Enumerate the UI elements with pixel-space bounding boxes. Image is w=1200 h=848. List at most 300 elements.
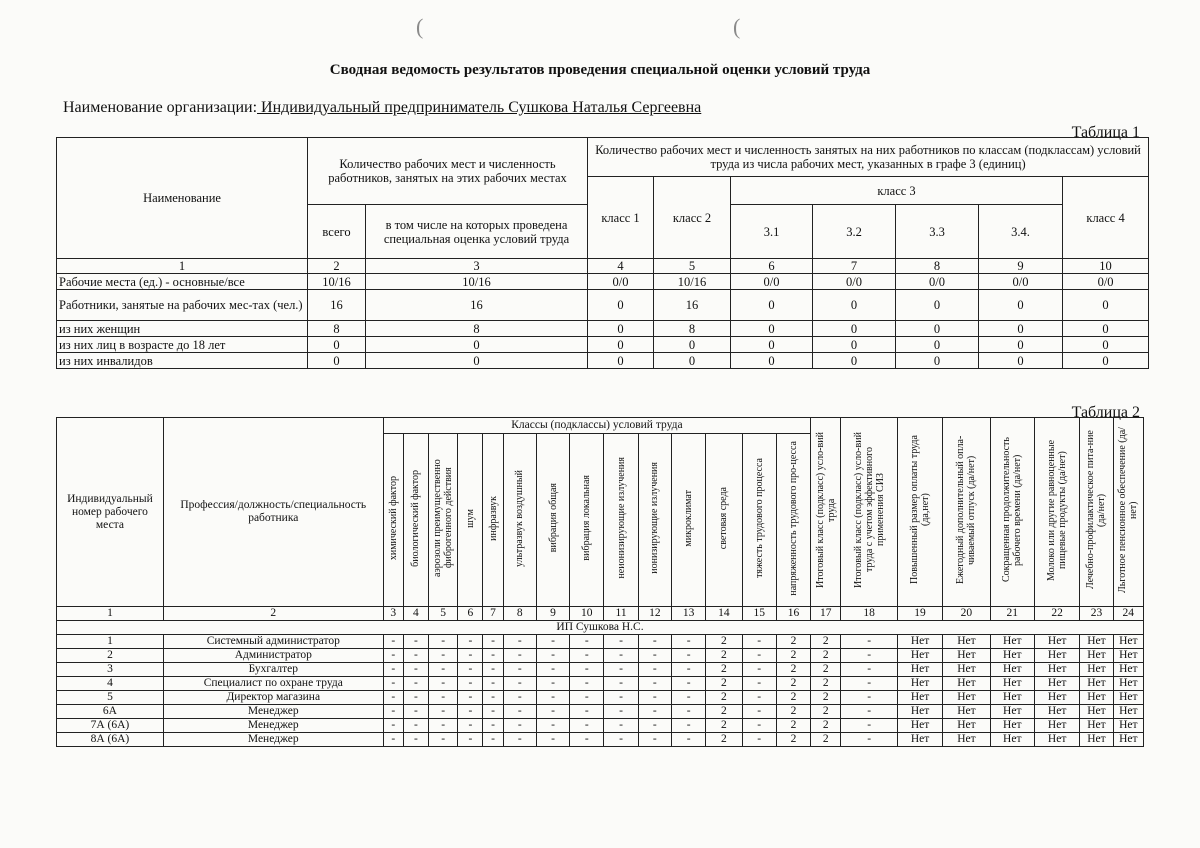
cell: - [383,705,403,719]
factor-header-text: биологический фактор [410,469,422,567]
cell: 0 [654,337,731,353]
header-class4: класс 4 [1063,177,1149,259]
cell: - [483,733,503,747]
factor-header-text: световая среда [718,486,730,550]
column-number: 6 [731,259,813,274]
group-row [57,621,1144,635]
cell: - [483,677,503,691]
column-number: 22 [1034,607,1079,621]
cell: - [570,691,604,705]
cell: 16 [654,290,731,321]
workplace-id: 3 [57,663,164,677]
cell: Нет [1113,663,1143,677]
cell: - [403,677,428,691]
extra-header-text: Льготное пенсионное обеспечение (да/нет) [1117,427,1140,593]
header-assessed: в том числе на которых проведена специальная оценка условий труда [366,205,588,259]
factor-header [458,434,483,607]
cell: Нет [897,649,942,663]
extra-header [1034,418,1079,607]
page-title: Сводная ведомость результатов проведения специальной оценки условий труда [329,62,871,78]
column-number: 11 [604,607,638,621]
cell: Нет [1034,719,1079,733]
cell: - [841,649,897,663]
cell: - [604,635,638,649]
cell: - [503,719,536,733]
cell: - [536,649,569,663]
cell: 0/0 [813,274,896,290]
cell: - [638,719,671,733]
table-row [57,649,1144,663]
header-class1: класс 1 [588,177,654,259]
cell: Нет [1080,649,1113,663]
cell: Нет [897,635,942,649]
header-profession: Профессия/должность/специальность работника [163,418,383,607]
column-number: 10 [1063,259,1149,274]
cell: 0 [813,353,896,369]
cell: - [742,719,776,733]
cell: - [671,691,705,705]
workplace-id: 8А (6А) [57,733,164,747]
cell: - [671,705,705,719]
cell: - [570,649,604,663]
cell: 0 [731,337,813,353]
cell: 0 [588,290,654,321]
row-label: из них женщин [57,321,308,337]
cell: 2 [811,719,841,733]
cell: - [458,663,483,677]
factor-header-text: микроклимат [683,489,695,547]
cell: 2 [776,663,810,677]
cell: - [604,649,638,663]
cell: Нет [990,635,1034,649]
column-number: 1 [57,607,164,621]
cell: - [503,677,536,691]
cell: - [638,663,671,677]
extra-header [1113,418,1143,607]
cell: Нет [990,677,1034,691]
factor-header-text: аэрозоли преимущественно фиброгенного действия [432,459,455,577]
cell: 0 [654,353,731,369]
cell: 0 [308,353,366,369]
cell: Нет [897,733,942,747]
column-number: 8 [896,259,979,274]
cell: - [429,719,458,733]
column-number: 7 [483,607,503,621]
cell: Нет [897,663,942,677]
cell: - [604,705,638,719]
workplace-id: 4 [57,677,164,691]
header-class3: класс 3 [731,177,1063,205]
cell: - [671,663,705,677]
cell: 0 [1063,337,1149,353]
column-number: 23 [1080,607,1113,621]
cell: 8 [654,321,731,337]
cell: 0 [896,353,979,369]
cell: 2 [811,663,841,677]
cell: - [383,635,403,649]
cell: Нет [943,705,990,719]
cell: 0 [308,337,366,353]
cell: Нет [990,649,1034,663]
cell: - [383,649,403,663]
cell: Нет [1080,635,1113,649]
cell: 0/0 [588,274,654,290]
extra-header [841,418,897,607]
cell: 0 [813,321,896,337]
cell: - [536,719,569,733]
cell: 0 [896,337,979,353]
header-workplaces: Количество рабочих мест и численность работников, занятых на этих рабочих местах [308,138,588,205]
extra-header-text: Итоговый класс (подкласс) усло-вий труда с учетом эффективного применения СИЗ [852,432,886,588]
cell: 0 [896,321,979,337]
cell: - [403,663,428,677]
cell: - [841,733,897,747]
cell: - [841,663,897,677]
cell: Нет [990,705,1034,719]
cell: 2 [811,733,841,747]
cell: Нет [1113,677,1143,691]
cell: 2 [811,691,841,705]
cell: 2 [776,719,810,733]
workplace-id: 6А [57,705,164,719]
factor-header [742,434,776,607]
cell: - [742,705,776,719]
cell: 0 [366,337,588,353]
table-row [57,663,1144,677]
cell: - [604,691,638,705]
header-classes: Количество рабочих мест и численность занятых на них работников по классам (подклассам) условий труда из числа рабочих мест, указанных в графе 3 (единиц) [588,138,1149,177]
cell: - [841,719,897,733]
cell: Нет [943,649,990,663]
extra-header [1080,418,1113,607]
row-label: из них инвалидов [57,353,308,369]
table-row [57,353,1149,369]
cell: Нет [1113,733,1143,747]
column-number: 4 [403,607,428,621]
cell: Нет [1113,691,1143,705]
cell: 0 [979,353,1063,369]
cell: Нет [990,663,1034,677]
factor-header-text: тяжесть трудового процесса [753,458,765,578]
organization-value: Индивидуальный предприниматель Сушкова Наталья Сергеевна [257,99,702,116]
header-classes: Классы (подклассы) условий труда [383,418,811,434]
factor-header [483,434,503,607]
cell: 2 [776,733,810,747]
cell: 0 [979,337,1063,353]
cell: 0 [813,337,896,353]
cell: Нет [1080,733,1113,747]
cell: 0/0 [731,274,813,290]
factor-header [503,434,536,607]
cell: Нет [897,705,942,719]
factor-header-text: химический фактор [387,475,399,561]
cell: Нет [943,719,990,733]
cell: - [841,691,897,705]
extra-header-text: Молоко или другие равноценные пищевые продукты (да/нет) [1046,439,1069,581]
column-number: 5 [429,607,458,621]
cell: Нет [1034,677,1079,691]
cell: 0 [588,353,654,369]
cell: Нет [1113,635,1143,649]
cell: 2 [811,635,841,649]
organization-label: Наименование организации: [63,99,258,116]
cell: Нет [897,719,942,733]
cell: - [403,649,428,663]
cell: - [429,649,458,663]
cell: Нет [1080,677,1113,691]
cell: - [429,733,458,747]
extra-header-text: Повышенный размер оплаты труда (да,нет) [909,435,932,585]
table-row [57,635,1144,649]
extra-header-text: Лечебно-профилактическое пита-ние (да/нет) [1085,430,1108,590]
workplace-id: 5 [57,691,164,705]
cell: Нет [1080,691,1113,705]
cell: 0 [588,337,654,353]
cell: - [458,719,483,733]
cell: - [671,649,705,663]
header-sub-3-3: 3.3 [896,205,979,259]
cell: - [458,733,483,747]
cell: Нет [990,719,1034,733]
cell: - [403,733,428,747]
cell: Нет [1113,719,1143,733]
cell: 2 [706,691,742,705]
table-row [57,337,1149,353]
cell: 2 [706,649,742,663]
cell: 0 [588,321,654,337]
cell: - [458,705,483,719]
column-number: 24 [1113,607,1143,621]
extra-header-text: Ежегодный дополнительный опла-чиваемый отпуск (да/нет) [955,435,978,585]
column-number: 19 [897,607,942,621]
cell: - [383,677,403,691]
profession: Директор магазина [163,691,383,705]
table-row [57,719,1144,733]
cell: - [604,719,638,733]
cell: 10/16 [654,274,731,290]
cell: - [638,635,671,649]
profession: Системный администратор [163,635,383,649]
profession: Бухгалтер [163,663,383,677]
extra-header [897,418,942,607]
extra-header-text: Итоговый класс (подкласс) усло-вий труда [814,432,837,588]
cell: - [671,719,705,733]
cell: 8 [308,321,366,337]
cell: Нет [943,677,990,691]
cell: 10/16 [366,274,588,290]
cell: 2 [811,705,841,719]
cell: Нет [943,691,990,705]
cell: - [383,691,403,705]
cell: 2 [706,663,742,677]
cell: - [841,705,897,719]
column-number: 3 [366,259,588,274]
header-total: всего [308,205,366,259]
column-number: 8 [503,607,536,621]
extra-header [943,418,990,607]
cell: - [570,705,604,719]
cell: - [742,733,776,747]
cell: - [383,733,403,747]
cell: - [483,705,503,719]
profession: Менеджер [163,719,383,733]
cell: 0 [1063,321,1149,337]
column-number: 5 [654,259,731,274]
cell: - [503,635,536,649]
cell: 0 [366,353,588,369]
cell: - [742,677,776,691]
cell: Нет [1113,705,1143,719]
cell: - [503,691,536,705]
group-label: ИП Сушкова Н.С. [57,621,1144,635]
column-number: 1 [57,259,308,274]
table-row [57,691,1144,705]
cell: 0/0 [896,274,979,290]
header-sub-3-2: 3.2 [813,205,896,259]
cell: Нет [1034,705,1079,719]
header-sub-3-4: 3.4. [979,205,1063,259]
cell: - [742,691,776,705]
cell: 2 [811,649,841,663]
factor-header [776,434,810,607]
cell: - [403,719,428,733]
cell: Нет [943,733,990,747]
factor-header [706,434,742,607]
extra-header [811,418,841,607]
cell: Нет [943,663,990,677]
cell: - [429,635,458,649]
cell: 2 [811,677,841,691]
cell: - [483,649,503,663]
cell: - [483,719,503,733]
cell: - [671,677,705,691]
summary-table [56,137,1149,369]
cell: 0 [731,353,813,369]
column-number: 3 [383,607,403,621]
cell: 8 [366,321,588,337]
cell: 0 [731,290,813,321]
header-workplace-id: Индивидуальный номер рабочего места [57,418,164,607]
column-number: 2 [308,259,366,274]
cell: - [429,691,458,705]
cell: Нет [1034,691,1079,705]
cell: Нет [1034,649,1079,663]
cell: Нет [990,691,1034,705]
cell: - [429,705,458,719]
column-number: 12 [638,607,671,621]
cell: - [604,677,638,691]
cell: 2 [706,719,742,733]
table-row [57,290,1149,321]
header-class2: класс 2 [654,177,731,259]
row-label: Рабочие места (ед.) - основные/все [57,274,308,290]
workplace-id: 2 [57,649,164,663]
cell: 16 [366,290,588,321]
cell: 2 [706,635,742,649]
factor-header [536,434,569,607]
extra-header-text: Сокращенная продолжительность рабочего времени (да/нет) [1001,437,1024,583]
cell: - [570,635,604,649]
column-number: 14 [706,607,742,621]
cell: - [536,691,569,705]
column-numbers-row [57,607,1144,621]
organization-line [63,99,701,117]
column-number: 20 [943,607,990,621]
cell: - [503,705,536,719]
scan-mark: ( [733,14,741,39]
column-number: 4 [588,259,654,274]
factor-header [403,434,428,607]
column-numbers-row [57,259,1149,274]
factor-header-text: шум [464,508,476,528]
cell: - [536,677,569,691]
cell: 0 [1063,290,1149,321]
cell: - [503,733,536,747]
cell: - [841,677,897,691]
cell: 0 [813,290,896,321]
cell: - [638,733,671,747]
profession: Менеджер [163,705,383,719]
workplace-id: 1 [57,635,164,649]
cell: 0 [896,290,979,321]
cell: 2 [776,635,810,649]
table2-caption: Таблица 2 [1071,404,1140,421]
cell: - [742,649,776,663]
cell: 2 [776,677,810,691]
cell: Нет [1080,705,1113,719]
factor-header [671,434,705,607]
column-number: 10 [570,607,604,621]
cell: - [383,719,403,733]
factor-header [570,434,604,607]
cell: 0 [731,321,813,337]
cell: - [429,677,458,691]
column-number: 18 [841,607,897,621]
cell: - [570,719,604,733]
cell: - [536,663,569,677]
column-number: 16 [776,607,810,621]
cell: 0/0 [979,274,1063,290]
cell: 16 [308,290,366,321]
column-number: 6 [458,607,483,621]
column-number: 9 [536,607,569,621]
cell: Нет [990,733,1034,747]
cell: Нет [897,677,942,691]
cell: - [458,691,483,705]
column-number: 9 [979,259,1063,274]
profession: Специалист по охране труда [163,677,383,691]
scan-mark: ( [416,14,424,39]
factor-header [429,434,458,607]
table-row [57,705,1144,719]
cell: - [742,663,776,677]
cell: 0/0 [1063,274,1149,290]
cell: Нет [1080,663,1113,677]
factor-header [383,434,403,607]
workplace-id: 7А (6А) [57,719,164,733]
cell: Нет [1034,733,1079,747]
factor-header-text: ионизирующие излучения [649,462,661,574]
cell: - [383,663,403,677]
column-number: 17 [811,607,841,621]
cell: 2 [776,691,810,705]
cell: 2 [706,677,742,691]
header-name: Наименование [57,138,308,259]
extra-header [990,418,1034,607]
cell: - [536,733,569,747]
cell: - [458,649,483,663]
cell: - [536,705,569,719]
